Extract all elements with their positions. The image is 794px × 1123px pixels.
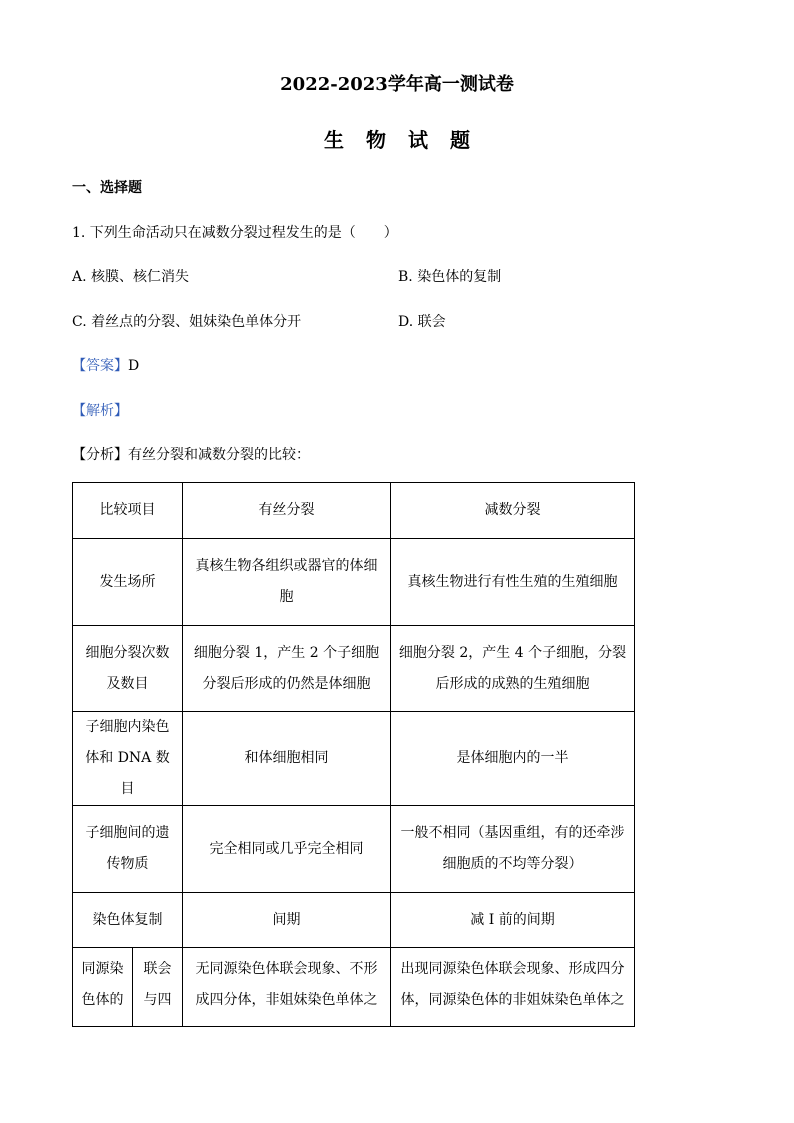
table-row (73, 626, 635, 712)
cell-line: 一般不相同（基因重组，有的还牵涉 (400, 825, 625, 841)
table-row (73, 539, 635, 626)
cell-line: 子细胞内染色 (85, 719, 170, 735)
meiosis-cell (391, 893, 635, 948)
mitosis-cell (183, 626, 391, 712)
cell-line: 联会 (143, 961, 172, 977)
cell-line: 色体的 (81, 992, 124, 1008)
sub-item-cell (133, 948, 183, 1027)
analysis-intro: 有丝分裂和减数分裂的比较： (128, 447, 310, 463)
option-b: B. 染色体的复制 (398, 269, 502, 285)
table-row (73, 806, 635, 893)
item-cell (73, 806, 183, 893)
item-cell (73, 626, 183, 712)
answer-value: D (128, 358, 140, 374)
mitosis-cell (183, 539, 391, 626)
cell-line: 出现同源染色体联会现象、形成四分 (400, 961, 625, 977)
analysis-tag: 【解析】 (72, 403, 128, 419)
meiosis-cell (391, 948, 635, 1027)
cell-line: 无同源染色体联会现象、不形 (195, 961, 378, 977)
section-heading: 一、选择题 (72, 180, 142, 196)
cell-line: 细胞质的不均等分裂） (442, 856, 583, 872)
item-cell (73, 893, 183, 948)
cell-line: 真核生物进行有性生殖的生殖细胞 (407, 573, 618, 590)
answer-tag: 【答案】 (72, 358, 128, 374)
item-cell (73, 948, 133, 1027)
item-cell (73, 539, 183, 626)
answer-line (72, 355, 139, 375)
cell-line: 减 I 前的间期 (470, 911, 555, 928)
header-cell: 比较项目 (73, 483, 183, 539)
question-stem: 1. 下列生命活动只在减数分裂过程发生的是（ ） (72, 225, 398, 241)
mitosis-cell (183, 712, 391, 806)
cell-line: 真核生物各组织或器官的体细 (195, 558, 378, 574)
cell-line: 后形成的成熟的生殖细胞 (435, 675, 590, 692)
item-cell (73, 712, 183, 806)
cell-line: 完全相同或几乎完全相同 (209, 840, 364, 857)
comparison-table (72, 482, 635, 1027)
analysis-intro-line (72, 444, 310, 464)
cell-line: 同源染 (81, 961, 124, 977)
analysis-sub-tag: 【分析】 (72, 447, 128, 463)
cell-line: 体，同源染色体的非姐妹染色单体之 (400, 992, 625, 1008)
cell-line: 传物质 (106, 856, 149, 872)
table-row (73, 712, 635, 806)
option-d: D. 联会 (398, 314, 446, 330)
cell-line: 及数目 (106, 675, 149, 692)
cell-line: 成四分体，非姐妹染色单体之 (195, 992, 378, 1008)
mitosis-cell (183, 806, 391, 893)
cell-line: 和体细胞相同 (244, 750, 329, 766)
cell-line: 发生场所 (99, 573, 156, 590)
cell-line: 体和 DNA 数目 (85, 750, 170, 797)
option-c: C. 着丝点的分裂、姐妹染色单体分开 (72, 314, 302, 330)
cell-line: 细胞分裂 1，产生 2 个子细胞 (193, 644, 380, 661)
cell-line: 分裂后形成的仍然是体细胞 (202, 675, 371, 692)
table-header-row (73, 483, 635, 539)
cell-line: 染色体复制 (92, 911, 163, 928)
exam-title: 2022-2023学年高一测试卷 (280, 74, 514, 95)
meiosis-cell (391, 806, 635, 893)
meiosis-cell (391, 539, 635, 626)
cell-line: 与四 (143, 992, 172, 1008)
cell-line: 子细胞间的遗 (85, 825, 170, 841)
header-cell: 减数分裂 (391, 483, 635, 539)
table-row (73, 893, 635, 948)
header-cell: 有丝分裂 (183, 483, 391, 539)
meiosis-cell (391, 626, 635, 712)
subject-title: 生物试题 (324, 128, 492, 152)
cell-line: 细胞分裂次数 (85, 644, 170, 661)
option-a: A. 核膜、核仁消失 (72, 269, 190, 285)
cell-line: 胞 (279, 589, 294, 605)
mitosis-cell (183, 893, 391, 948)
cell-line: 细胞分裂 2，产生 4 个子细胞，分裂 (398, 644, 627, 661)
table-row (73, 948, 635, 1027)
cell-line: 间期 (272, 911, 301, 928)
cell-line: 是体细胞内的一半 (456, 750, 569, 766)
mitosis-cell (183, 948, 391, 1027)
meiosis-cell (391, 712, 635, 806)
